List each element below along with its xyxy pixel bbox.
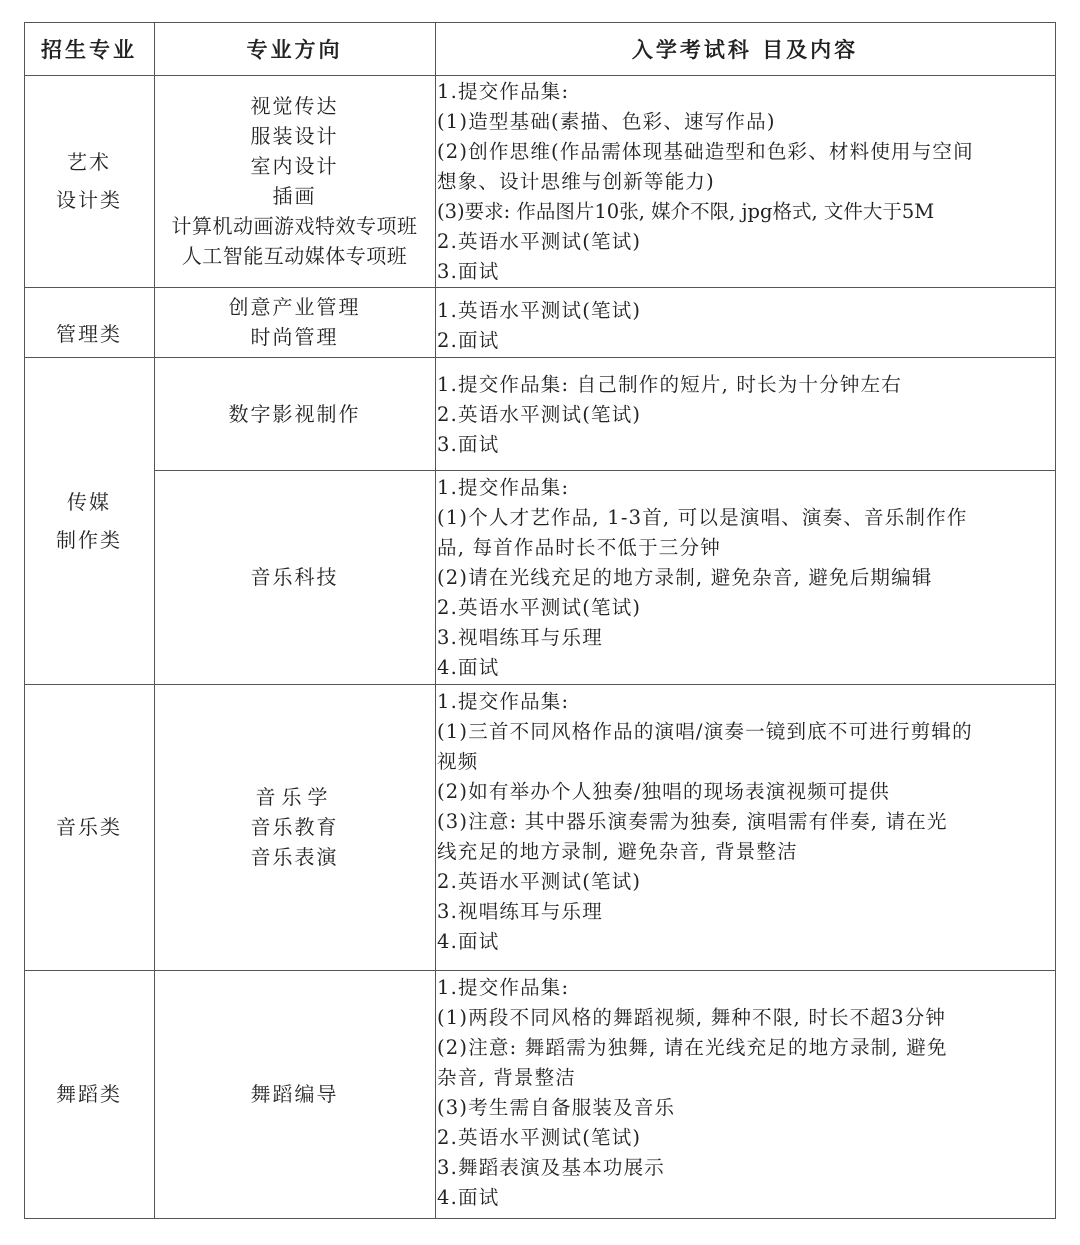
content-line: 3.面试 xyxy=(437,433,500,456)
category-line: 设计类 xyxy=(56,188,122,212)
content-line: (2)如有举办个人独奏/独唱的现场表演视频可提供 xyxy=(437,780,890,803)
content-line: 杂音, 背景整洁 xyxy=(437,1066,576,1089)
direction-item: 人工智能互动媒体专项班 xyxy=(181,244,408,268)
content-line: 2.英语水平测试(笔试) xyxy=(437,230,642,253)
header-major xyxy=(24,22,154,75)
content-line: (1)两段不同风格的舞蹈视频, 舞种不限, 时长不超3分钟 xyxy=(437,1006,947,1029)
category-media-production xyxy=(24,357,154,684)
category-management xyxy=(24,287,154,357)
content-line: (1)造型基础(素描、色彩、速写作品) xyxy=(437,110,776,133)
directions-music-technology xyxy=(154,470,435,684)
exam-content-digital-film xyxy=(437,370,1055,460)
content-line: 4.面试 xyxy=(437,656,500,679)
exam-content-management xyxy=(437,296,1055,356)
content-line: 4.面试 xyxy=(437,1186,500,1209)
content-line: 2.英语水平测试(笔试) xyxy=(437,596,642,619)
table-rule xyxy=(435,22,436,1219)
content-line: 1.英语水平测试(笔试) xyxy=(437,299,642,322)
exam-content-dance xyxy=(437,973,1055,1213)
category-line: 传媒 xyxy=(67,489,111,514)
content-line: 3.视唱练耳与乐理 xyxy=(437,626,603,649)
exam-content-music xyxy=(437,687,1055,957)
direction-item: 服装设计 xyxy=(250,124,339,148)
direction-item: 室内设计 xyxy=(250,154,339,178)
direction-item: 创意产业管理 xyxy=(228,295,361,319)
content-line: 品, 每首作品时长不低于三分钟 xyxy=(437,536,721,559)
category-dance xyxy=(24,970,154,1218)
content-line: 2.英语水平测试(笔试) xyxy=(437,403,642,426)
content-line: (2)请在光线充足的地方录制, 避免杂音, 避免后期编辑 xyxy=(437,566,933,589)
table-rule xyxy=(24,1218,1056,1219)
header-direction xyxy=(154,22,435,75)
header-direction-label: 专业方向 xyxy=(246,36,343,62)
admissions-table xyxy=(24,22,1056,1219)
header-major-label: 招生专业 xyxy=(41,36,137,62)
direction-item: 音乐科技 xyxy=(250,565,339,589)
directions-music xyxy=(154,684,435,970)
content-line: 1.提交作品集: xyxy=(437,976,570,999)
content-line: 想象、设计思维与创新等能力) xyxy=(437,170,715,193)
direction-item: 数字影视制作 xyxy=(228,401,361,426)
direction-item: 时尚管理 xyxy=(250,325,339,349)
content-line: (2)创作思维(作品需体现基础造型和色彩、材料使用与空间 xyxy=(437,140,974,163)
category-line: 制作类 xyxy=(56,527,122,552)
exam-content-music-technology xyxy=(437,473,1055,683)
direction-item: 舞蹈编导 xyxy=(250,1082,339,1106)
content-line: 1.提交作品集: xyxy=(437,690,570,713)
category-line: 舞蹈类 xyxy=(56,1082,122,1106)
content-line: (2)注意: 舞蹈需为独舞, 请在光线充足的地方录制, 避免 xyxy=(437,1036,948,1059)
directions-art-design xyxy=(154,75,435,287)
table-rule xyxy=(1055,22,1056,1219)
direction-item: 音乐表演 xyxy=(250,845,339,869)
direction-item: 计算机动画游戏特效专项班 xyxy=(171,214,418,238)
content-line: 4.面试 xyxy=(437,930,500,953)
direction-item: 视觉传达 xyxy=(250,94,339,118)
category-line: 艺术 xyxy=(67,150,111,174)
category-music xyxy=(24,684,154,970)
content-line: 1.提交作品集: xyxy=(437,476,570,499)
content-line: (1)个人才艺作品, 1-3首, 可以是演唱、演奏、音乐制作作 xyxy=(437,506,968,529)
direction-item: 音乐教育 xyxy=(250,815,339,839)
direction-item: 插画 xyxy=(272,184,317,208)
category-line: 音乐类 xyxy=(56,815,122,839)
directions-digital-film xyxy=(154,357,435,470)
content-line: (1)三首不同风格作品的演唱/演奏一镜到底不可进行剪辑的 xyxy=(437,720,973,743)
content-line: 2.英语水平测试(笔试) xyxy=(437,1126,642,1149)
directions-management xyxy=(154,287,435,357)
content-line: 1.提交作品集: 自己制作的短片, 时长为十分钟左右 xyxy=(437,373,902,396)
content-line: 3.面试 xyxy=(437,260,500,283)
direction-item: 音乐学 xyxy=(255,785,334,809)
content-line: 2.面试 xyxy=(437,329,500,352)
directions-dance xyxy=(154,970,435,1218)
content-line: 视频 xyxy=(437,750,479,773)
content-line: (3)要求: 作品图片10张, 媒介不限, jpg格式, 文件大于5M xyxy=(437,200,935,223)
exam-content-art-design xyxy=(437,77,1055,287)
category-art-design xyxy=(24,75,154,287)
content-line: 线充足的地方录制, 避免杂音, 背景整洁 xyxy=(437,840,798,863)
header-exam-content xyxy=(435,22,1055,75)
content-line: (3)注意: 其中器乐演奏需为独奏, 演唱需有伴奏, 请在光 xyxy=(437,810,948,833)
content-line: 1.提交作品集: xyxy=(437,80,570,103)
header-exam-content-label: 入学考试科 目及内容 xyxy=(631,36,859,62)
content-line: (3)考生需自备服装及音乐 xyxy=(437,1096,676,1119)
content-line: 3.视唱练耳与乐理 xyxy=(437,900,603,923)
content-line: 2.英语水平测试(笔试) xyxy=(437,870,642,893)
category-line: 管理类 xyxy=(56,322,122,346)
content-line: 3.舞蹈表演及基本功展示 xyxy=(437,1156,666,1179)
